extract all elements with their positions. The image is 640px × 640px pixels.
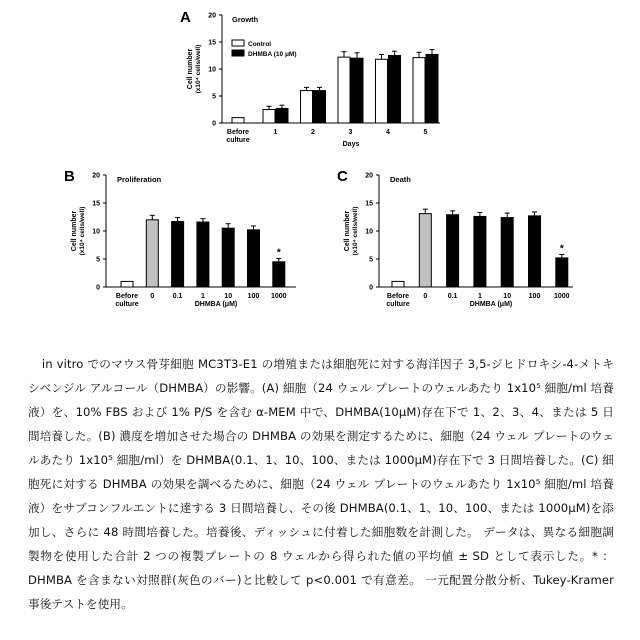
panel-b-y-tick-label: 20 bbox=[92, 173, 100, 180]
panel-c-y-tick-label: 10 bbox=[365, 229, 373, 236]
panel-c-bar bbox=[529, 216, 541, 287]
panel-a-x-tick-label: 2 bbox=[311, 129, 315, 136]
panel-a-bar-dhmba bbox=[426, 54, 438, 123]
figure-panels bbox=[0, 0, 640, 350]
panel-b-x-tick-label: 1000 bbox=[271, 293, 287, 300]
panel-a-legend-label: Control bbox=[248, 41, 271, 48]
panel-c-x-tick-label: 10 bbox=[503, 293, 511, 300]
panel-a-x-tick-label: 3 bbox=[349, 129, 353, 136]
panel-a-bar-dhmba bbox=[351, 58, 363, 123]
panel-a-y-tick-label: 15 bbox=[208, 40, 216, 47]
panel-b-bar bbox=[222, 228, 234, 287]
panel-b-y-tick-label: 15 bbox=[92, 201, 100, 208]
panel-b-x-tick-label: 1 bbox=[201, 293, 205, 300]
panel-a-x-tick-label: culture bbox=[226, 137, 249, 144]
panel-a-title: Growth bbox=[232, 15, 259, 24]
panel-c-label: C bbox=[337, 168, 348, 185]
panel-b-ylabel-line1: Cell number bbox=[71, 210, 78, 251]
panel-a-x-tick-label: 5 bbox=[424, 129, 428, 136]
panel-b-bar bbox=[273, 262, 285, 287]
panel-a-y-tick-label: 20 bbox=[208, 13, 216, 20]
panel-b-x-tick-label: 0 bbox=[150, 293, 154, 300]
panel-c-x-tick-label: 100 bbox=[529, 293, 541, 300]
panel-b-y-tick-label: 5 bbox=[96, 257, 100, 264]
panel-a-y-tick-label: 5 bbox=[212, 94, 216, 101]
panel-b-y-tick-label: 10 bbox=[92, 229, 100, 236]
panel-b-bar bbox=[172, 221, 184, 287]
panel-b-x-tick-label: Before bbox=[116, 293, 138, 300]
panel-b-ylabel-line2: (x10⁴ cells/well) bbox=[79, 207, 86, 256]
panel-a-bar-control bbox=[376, 59, 388, 123]
panel-c-x-tick-label: culture bbox=[386, 301, 409, 308]
panel-a-y-tick-label: 0 bbox=[212, 121, 216, 128]
panel-c-x-tick-label: 1000 bbox=[554, 293, 570, 300]
panel-c-x-tick-label: 0 bbox=[423, 293, 427, 300]
panel-a-bar-dhmba bbox=[314, 91, 326, 123]
panel-c-ylabel-line2: (x10⁴ cells/well) bbox=[352, 207, 359, 256]
panel-c-x-tick-label: 1 bbox=[478, 293, 482, 300]
panel-a-legend-swatch bbox=[232, 40, 244, 46]
panel-a-ylabel-line2: (x10⁴ cells/well) bbox=[195, 45, 202, 94]
panel-c-bar bbox=[474, 216, 486, 287]
panel-a-bar-dhmba bbox=[389, 56, 401, 124]
panel-b-significance: * bbox=[277, 247, 281, 258]
panel-b-x-tick-label: 10 bbox=[224, 293, 232, 300]
panel-c-bar bbox=[447, 215, 459, 287]
panel-c-title: Death bbox=[390, 175, 411, 184]
panel-a-bar-control bbox=[263, 110, 275, 124]
panel-b-y-tick-label: 0 bbox=[96, 285, 100, 292]
panel-b-x-tick-label: 0.1 bbox=[173, 293, 183, 300]
panel-b-label: B bbox=[64, 168, 75, 185]
panel-c-y-tick-label: 20 bbox=[365, 173, 373, 180]
panel-a-legend-label: DHMBA (10 μM) bbox=[248, 51, 297, 58]
panel-b-bar bbox=[197, 222, 209, 287]
panel-a-x-tick-label: 4 bbox=[386, 129, 390, 136]
panel-a-xlabel: Days bbox=[343, 141, 360, 148]
panel-a-bar-dhmba bbox=[276, 108, 288, 123]
panel-c-bar bbox=[501, 218, 513, 287]
panel-a-bar-control bbox=[301, 91, 313, 123]
panel-b-bar bbox=[121, 281, 133, 287]
panel-b-bar bbox=[146, 220, 158, 287]
panel-a-x-tick-label: Before bbox=[227, 129, 249, 136]
figure-caption bbox=[28, 352, 614, 616]
caption-text: in vitro でのマウス骨芽細胞 MC3T3-E1 の増殖または細胞死に対する海洋因子 3,5-ジヒドロキシ-4-メトキシベンジル アルコール（DHMBA）の影響。(A) 細胞（24 ウェル プレートのウェルあたり 1x10⁵ 細胞/ml 培養液）を、10% FBS および 1% P/S を含む α-MEM 中で、DHMBA(10μM)存在下で 1、2、3、4、または 5 日間培養した。(B) 濃度を増加させた場合の DHMBA の効果を測定するために、細胞（24 ウェル プレートのウェルあたり 1x10⁵ 細胞/ml）を DHMBA(0.1、1、10、100、または 1000μM)存在下で 3 日間培養した。(C) 細胞死に対する DHMBA の効果を調べるために、細胞（24 ウェル プレートのウェルあたり 1x10⁵ 細胞/ml 培養液）をサブコンフルエントに達する 3 日間培養し、その後 DHMBA(0.1、1、10、100、または 1000μM)を添加し、さらに 48 時間培養した。培養後、ディッシュに付着した細胞数を計測した。 データは、異なる細胞調製物を使用した合計 2 つの複製プレートの 8 ウェルから得られた値の平均値 ± SD として表示した。* ： DHMBA を含まない対照群(灰色のバー)と比較して p<0.001 で有意差。 一元配置分散分析、Tukey-Kramer 事後テストを使用。 bbox=[28, 352, 614, 616]
panel-b-x-tick-label: 100 bbox=[248, 293, 260, 300]
panel-b-bar bbox=[248, 230, 260, 287]
panel-a-bar-control bbox=[338, 57, 350, 123]
panel-c-bar bbox=[392, 281, 404, 287]
panel-a-y-tick-label: 10 bbox=[208, 67, 216, 74]
panel-c-bar bbox=[556, 258, 568, 287]
panel-c-x-tick-label: Before bbox=[387, 293, 409, 300]
panel-b-x-tick-label: culture bbox=[115, 301, 138, 308]
panel-c-significance: * bbox=[560, 244, 564, 255]
panel-a-label: A bbox=[180, 9, 191, 26]
panel-c-x-tick-label: 0.1 bbox=[448, 293, 458, 300]
panel-c-ylabel-line1: Cell number bbox=[344, 210, 351, 251]
panel-a-bar-control bbox=[413, 58, 425, 123]
panel-c-bar bbox=[419, 214, 431, 287]
panel-a-x-tick-label: 1 bbox=[274, 129, 278, 136]
panel-a-ylabel-line1: Cell number bbox=[187, 48, 194, 89]
panel-c-xlabel: DHMBA (μM) bbox=[470, 301, 513, 308]
panel-c-y-tick-label: 0 bbox=[369, 285, 373, 292]
panel-b-title: Proliferation bbox=[117, 175, 162, 184]
panel-a-bar-control bbox=[232, 118, 244, 123]
panel-c-y-tick-label: 15 bbox=[365, 201, 373, 208]
panel-b-xlabel: DHMBA (μM) bbox=[195, 301, 238, 308]
panel-c-y-tick-label: 5 bbox=[369, 257, 373, 264]
panel-a-legend-swatch bbox=[232, 50, 244, 56]
